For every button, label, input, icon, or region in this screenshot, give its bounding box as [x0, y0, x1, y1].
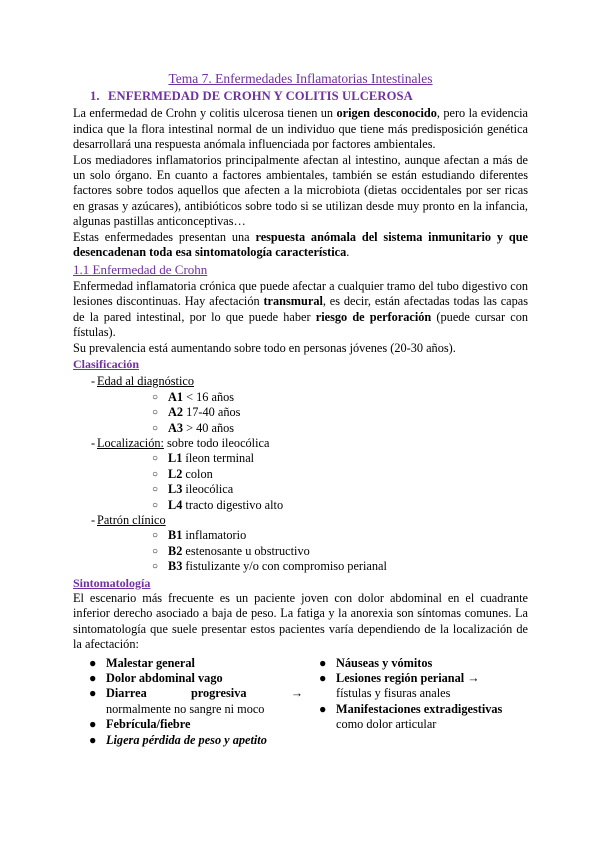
symptom-text: Lesiones región perianal: [336, 671, 465, 686]
list-item: [73, 671, 303, 686]
bullet-icon: ●: [319, 701, 327, 716]
section-1-number: 1.: [90, 89, 100, 103]
section-1-heading: [90, 89, 528, 104]
bold-text: respuesta anómala del sistema inmunitario y que desencadenan toda esa sintomatología característica: [73, 229, 528, 260]
text-run: , pero la evidencia indica que la flora intestinal normal de un individuo que tiene más predisposición genética desarrollará una respuesta anómala influenciada por factores ambientales.: [73, 106, 528, 152]
group-label: [97, 374, 194, 388]
bullet-icon: ●: [89, 717, 97, 732]
list-item: [97, 405, 528, 420]
symptom-column-right: [303, 656, 528, 748]
bold-text: transmural: [263, 294, 323, 309]
item-text: 17-40 años: [183, 405, 241, 420]
item-code: A3: [168, 420, 184, 435]
circle-bullet-icon: ○: [152, 407, 159, 419]
item-text: colon: [182, 466, 213, 481]
intro-paragraph-1: [73, 106, 528, 152]
item-code: B2: [168, 543, 183, 558]
symptom-text: Febrícula/fiebre: [106, 717, 191, 732]
patron-sublist: [97, 528, 528, 574]
symptom-columns: [73, 656, 528, 748]
circle-bullet-icon: ○: [152, 484, 159, 496]
circle-bullet-icon: ○: [152, 453, 159, 465]
list-item: [73, 717, 303, 732]
section-1-title: ENFERMEDAD DE CROHN Y COLITIS ULCEROSA: [108, 89, 413, 103]
bullet-icon: ●: [319, 655, 327, 670]
item-text: ileocólica: [182, 482, 234, 497]
symptom-detail: fístulas y fisuras anales: [336, 686, 451, 701]
list-item: [303, 702, 528, 733]
list-item: [97, 559, 528, 574]
symptom-detail: como dolor articular: [336, 717, 437, 732]
arrow-icon: →: [467, 671, 480, 686]
list-item: [97, 482, 528, 497]
bold-text: riesgo de perforación: [315, 309, 432, 324]
localizacion-sublist: [97, 451, 528, 513]
edad-sublist: [97, 390, 528, 436]
list-item: [73, 686, 303, 717]
text-run: , es decir, están afectadas todas las capas de la pared intestinal, por lo que puede haber: [73, 294, 529, 324]
circle-bullet-icon: ○: [152, 530, 159, 542]
crohn-paragraph-1: [73, 279, 528, 341]
item-text: estenosante u obstructivo: [182, 543, 310, 558]
symptom-text: Ligera pérdida de peso y apetito: [106, 732, 267, 747]
text-run: La enfermedad de Crohn y colitis ulcerosa tienen un: [73, 106, 337, 121]
circle-bullet-icon: ○: [152, 545, 159, 557]
group-label-suffix: sobre todo ileocólica: [163, 435, 270, 450]
list-item: [97, 451, 528, 466]
item-code: L4: [168, 497, 183, 512]
bullet-icon: ●: [89, 655, 97, 670]
intro-paragraph-2: Los mediadores inflamatorios principalmente afectan al intestino, aunque afectan a más de un solo órgano. En cuanto a factores ambientales, también se están estudiando diferentes factores sobre todos aquellos que afecten a la microbiota (dietas occidentales por ser ricas en grasas y azúcares), antibióticos sobre todo si se utilizan desde muy pronto en la infancia, algunas pastillas anticonceptivas…: [73, 152, 528, 229]
clasificacion-group-edad: [73, 374, 528, 436]
circle-bullet-icon: ○: [152, 561, 159, 573]
item-code: L3: [168, 482, 183, 497]
circle-bullet-icon: ○: [152, 422, 159, 434]
group-label-text: Patrón clínico: [97, 512, 166, 527]
symptom-text: Náuseas y vómitos: [336, 655, 433, 670]
item-code: L1: [168, 451, 183, 466]
sintomatologia-paragraph: El escenario más frecuente es un paciente joven con dolor abdominal en el cuadrante inferior derecho asociado a baja de peso. La fatiga y la anorexia son síntomas comunes. La sintomatología que suele presentar estos pacientes varía dependiendo de la localización de la afectación:: [73, 591, 528, 652]
list-item: [97, 421, 528, 436]
symptom-text: Dolor abdominal vago: [106, 671, 223, 686]
bullet-icon: ●: [319, 671, 327, 686]
list-item: [97, 528, 528, 543]
document-page: [73, 70, 528, 748]
item-text: inflamatorio: [182, 528, 247, 543]
group-label-text: Edad al diagnóstico: [97, 374, 194, 389]
section-1-1-heading: 1.1 Enfermedad de Crohn: [73, 262, 208, 278]
item-text: tracto digestivo alto: [182, 497, 284, 512]
item-code: A2: [168, 405, 184, 420]
document-title: Tema 7. Enfermedades Inflamatorias Intestinales: [168, 71, 433, 86]
list-item: [97, 544, 528, 559]
sintomatologia-heading: Sintomatología: [73, 575, 151, 590]
symptom-detail: normalmente no sangre ni moco: [106, 701, 265, 716]
list-item: [303, 656, 528, 671]
arrow-icon: →: [290, 686, 303, 701]
symptom-word: progresiva: [190, 686, 247, 701]
item-code: B1: [168, 528, 183, 543]
symptom-word: Diarrea: [106, 686, 147, 701]
text-run: Estas enfermedades presentan una: [73, 229, 256, 244]
group-label: [97, 436, 269, 450]
list-item: [97, 498, 528, 513]
bullet-icon: ●: [89, 671, 97, 686]
list-item: [303, 671, 528, 702]
group-label-text: Localización:: [97, 435, 164, 450]
item-code: L2: [168, 466, 183, 481]
symptom-column-left: [73, 656, 303, 748]
circle-bullet-icon: ○: [152, 468, 159, 480]
clasificacion-heading: Clasificación: [73, 356, 139, 371]
list-item: [97, 390, 528, 405]
circle-bullet-icon: ○: [152, 391, 159, 403]
item-text: > 40 años: [183, 420, 235, 435]
text-run: (puede cursar con fístulas).: [73, 309, 528, 340]
clasificacion-list: [73, 374, 528, 574]
crohn-paragraph-2: Su prevalencia está aumentando sobre todo en personas jóvenes (20-30 años).: [73, 340, 456, 355]
item-text: < 16 años: [183, 389, 235, 404]
circle-bullet-icon: ○: [152, 499, 159, 511]
bullet-icon: ●: [89, 732, 97, 747]
text-run: Enfermedad inflamatoria crónica que puede afectar a cualquier tramo del tubo digestivo con lesiones discontinuas. Hay afectación: [73, 278, 528, 309]
clasificacion-group-patron: [73, 513, 528, 575]
symptom-text: Malestar general: [106, 655, 195, 670]
item-code: B3: [168, 559, 183, 574]
group-label: [97, 513, 166, 527]
item-code: A1: [168, 389, 184, 404]
intro-paragraph-3: [73, 230, 528, 261]
clasificacion-group-localizacion: [73, 436, 528, 513]
list-item: [97, 467, 528, 482]
bold-text: origen desconocido: [336, 106, 437, 121]
bullet-icon: ●: [89, 686, 97, 701]
item-text: íleon terminal: [182, 451, 255, 466]
item-text: fistulizante y/o con compromiso perianal: [182, 559, 387, 574]
list-item: [73, 733, 303, 748]
list-item: [73, 656, 303, 671]
text-run: .: [346, 245, 350, 260]
symptom-line: [106, 686, 303, 701]
symptom-text: Manifestaciones extradigestivas: [336, 701, 503, 716]
